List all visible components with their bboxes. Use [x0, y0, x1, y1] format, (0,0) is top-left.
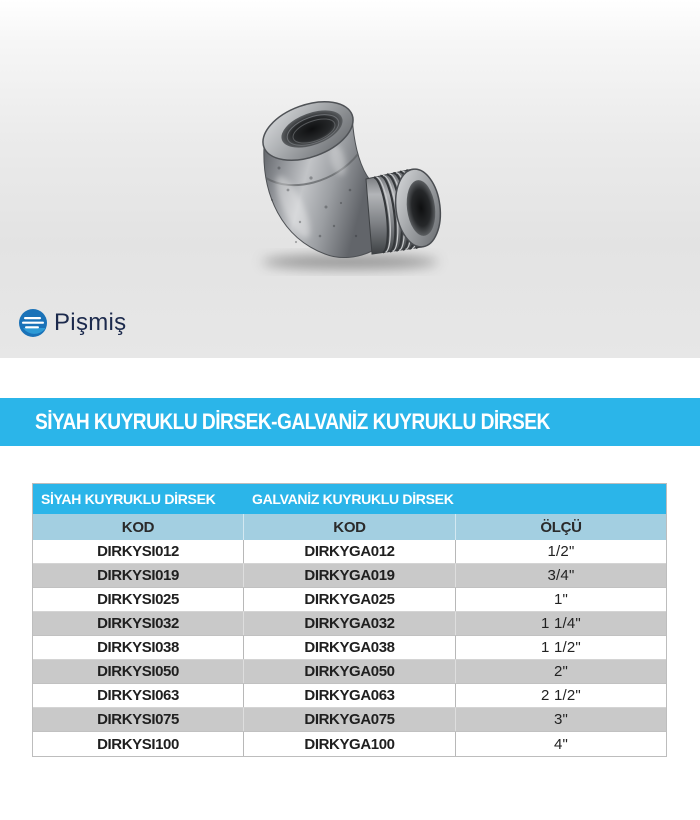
column-header-size: ÖLÇÜ	[540, 518, 582, 536]
column-header-black-code: KOD	[33, 514, 244, 540]
galvanized-code-cell: DIRKYGA032	[244, 612, 456, 635]
table-column-header-row	[33, 514, 666, 540]
size-cell: 2"	[553, 663, 569, 680]
galvanized-code-cell: DIRKYGA100	[244, 732, 456, 756]
group-header-galvanized: GALVANİZ KUYRUKLU DİRSEK	[252, 491, 454, 507]
table-row	[33, 660, 666, 684]
size-cell: 1 1/2"	[541, 639, 581, 656]
table-row	[33, 588, 666, 612]
black-code-cell: DIRKYSI025	[33, 588, 244, 611]
black-code-cell: DIRKYSI050	[33, 660, 244, 683]
table-row	[33, 636, 666, 660]
black-code-cell: DIRKYSI075	[33, 708, 244, 731]
galvanized-code-cell: DIRKYGA075	[244, 708, 456, 731]
galvanized-code-cell: DIRKYGA019	[244, 564, 456, 587]
galvanized-code-cell: DIRKYGA063	[244, 684, 456, 707]
galvanized-code-cell: DIRKYGA038	[244, 636, 456, 659]
table-row	[33, 732, 666, 756]
black-code-cell: DIRKYSI038	[33, 636, 244, 659]
title-banner	[0, 398, 700, 446]
size-cell: 1/2"	[547, 543, 575, 560]
black-code-cell: DIRKYSI032	[33, 612, 244, 635]
table-row	[33, 708, 666, 732]
galvanized-code-cell: DIRKYGA050	[244, 660, 456, 683]
street-elbow-fitting-icon	[0, 0, 700, 358]
black-code-cell: DIRKYSI012	[33, 540, 244, 563]
size-cell: 3/4"	[547, 567, 575, 584]
table-row	[33, 612, 666, 636]
galvanized-code-cell: DIRKYGA012	[244, 540, 456, 563]
size-cell: 2 1/2"	[541, 687, 581, 704]
product-photo-area	[0, 0, 700, 358]
pismis-logo-icon	[19, 309, 47, 337]
table-row	[33, 684, 666, 708]
galvanized-code-cell: DIRKYGA025	[244, 588, 456, 611]
column-header-galvanized-code: KOD	[244, 514, 456, 540]
black-code-cell: DIRKYSI063	[33, 684, 244, 707]
table-group-header-row	[33, 484, 666, 514]
group-header-black: SİYAH KUYRUKLU DİRSEK	[41, 491, 216, 507]
size-cell: 1"	[553, 591, 569, 608]
black-code-cell: DIRKYSI100	[33, 732, 244, 756]
page-title: SİYAH KUYRUKLU DİRSEK-GALVANİZ KUYRUKLU DİRSEK	[35, 409, 550, 434]
brand-logo	[19, 309, 126, 337]
size-cell: 3"	[553, 711, 569, 728]
table-row	[33, 564, 666, 588]
size-cell: 1 1/4"	[541, 615, 581, 632]
product-code-table	[33, 484, 666, 756]
brand-name: Pişmiş	[54, 309, 127, 336]
size-cell: 4"	[553, 735, 569, 753]
black-code-cell: DIRKYSI019	[33, 564, 244, 587]
table-row	[33, 540, 666, 564]
group-header-empty	[456, 484, 666, 514]
